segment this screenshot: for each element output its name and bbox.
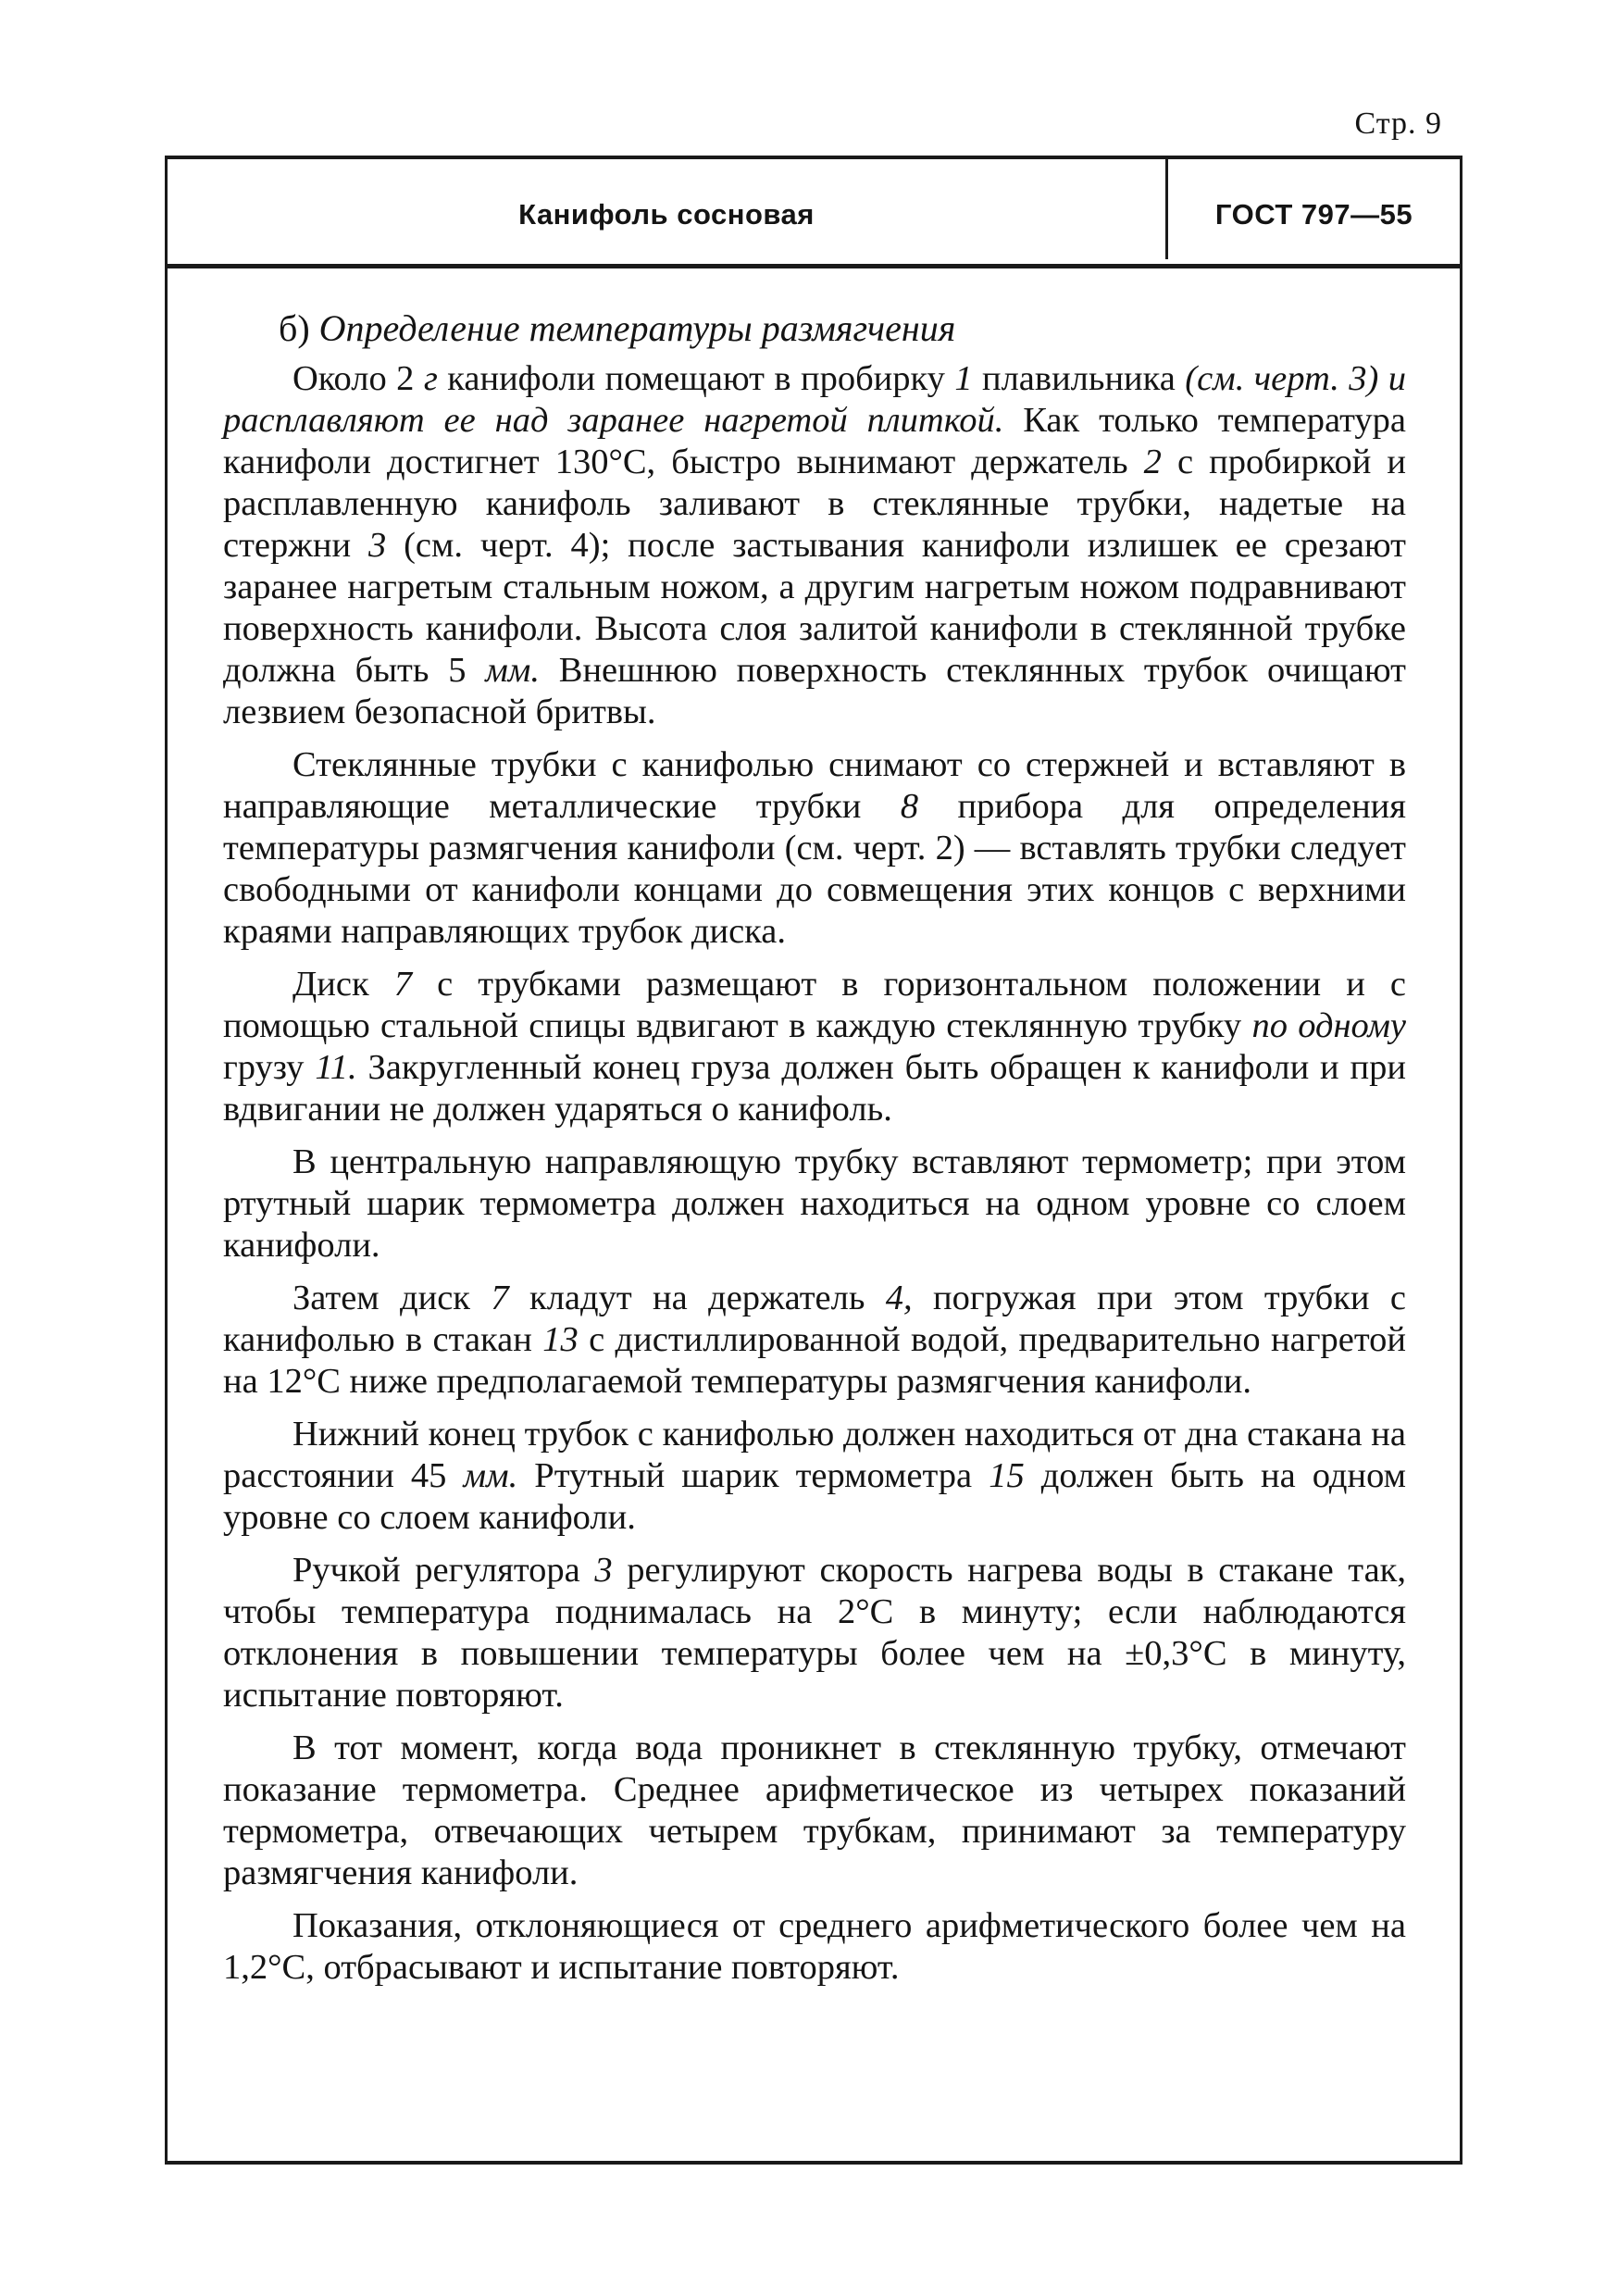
paragraph-5 xyxy=(223,1278,1406,1403)
paragraph-italic: г xyxy=(423,359,438,398)
paragraph-italic: 2 xyxy=(1143,443,1162,481)
standard-code: ГОСТ 797—55 xyxy=(1214,198,1413,231)
paragraph-text: В тот момент, когда вода проникнет в стеклянную трубку, отмечают показание термометра. Среднее арифметическое из четырех показаний термометра, отвечающих четырем трубкам, принимают за температуру размягчения канифоли. xyxy=(223,1728,1406,1892)
paragraph-3 xyxy=(223,964,1406,1130)
paragraph-1 xyxy=(223,358,1406,733)
paragraph-italic: мм. xyxy=(485,651,540,690)
paragraph-italic: 7 xyxy=(491,1279,509,1317)
paragraph-italic: 8 xyxy=(900,787,919,826)
paragraph-italic: по одному xyxy=(1251,1006,1407,1045)
paragraph-text: Как только температура канифоли достигнет 130°С, быстро вынимают держатель xyxy=(223,401,1406,481)
paragraph-8 xyxy=(223,1728,1406,1894)
paragraph-text: Внешнюю поверхность стеклянных трубок очищают лезвием безопасной бритвы. xyxy=(223,651,1406,731)
section-heading xyxy=(279,307,1406,349)
section-heading-text: Определение температуры размягчения xyxy=(318,307,956,349)
paragraph-text: Показания, отклоняющиеся от среднего арифметического более чем на 1,2°С, отбрасывают и испытание повторяют. xyxy=(223,1906,1406,1987)
paragraph-text: Ртутный шарик термометра xyxy=(517,1456,989,1495)
paragraph-italic: 13 xyxy=(542,1320,579,1359)
paragraph-italic: мм. xyxy=(463,1456,518,1495)
paragraph-italic: 15 xyxy=(989,1456,1025,1495)
paragraph-2 xyxy=(223,744,1406,953)
paragraph-text: регулируют скорость нагрева воды в стакане так, чтобы температура поднималась на 2°С в минуту; если наблюдаются отклонения в повышении температуры более чем на ±0,3°С в минуту, испытание повторяют. xyxy=(223,1551,1406,1715)
paragraph-italic: 11. xyxy=(315,1048,357,1087)
paragraph-text: Закругленный конец груза должен быть обращен к канифоли и при вдвигании не должен ударяться о канифоль. xyxy=(223,1048,1406,1129)
paragraph-text: кладут на держатель xyxy=(508,1279,886,1317)
document-header xyxy=(168,159,1460,268)
paragraph-text: прибора для определения температуры размягчения канифоли (см. черт. 2) — вставлять трубки следует свободными от канифоли концами до совмещения этих концов с верхними краями направляющих трубок диска. xyxy=(223,787,1406,951)
paragraph-text: с трубками размещают в горизонтальном положении и с помощью стальной спицы вдвигают в каждую стеклянную трубку xyxy=(223,965,1406,1045)
paragraph-text: с пробиркой и расплавленную канифоль заливают в стеклянные трубки, надетые на стержни xyxy=(223,443,1406,565)
paragraph-text: канифоли помещают в пробирку xyxy=(437,359,955,398)
paragraph-text: В центральную направляющую трубку вставляют термометр; при этом ртутный шарик термометра должен находиться на одном уровне со слоем канифоли. xyxy=(223,1142,1406,1265)
document-body xyxy=(223,307,1406,2000)
paragraph-text: с дистиллированной водой, предварительно нагретой на 12°С ниже предполагаемой температуры размягчения канифоли. xyxy=(223,1320,1406,1401)
paragraph-text: плавильника xyxy=(972,359,1186,398)
paragraph-7 xyxy=(223,1550,1406,1716)
paragraph-italic: 3 xyxy=(367,526,387,565)
paragraph-italic: 3 xyxy=(594,1551,613,1590)
paragraph-text: грузу xyxy=(223,1048,316,1087)
section-heading-lead: б) xyxy=(279,307,319,349)
page-number: Стр. 9 xyxy=(1354,106,1442,141)
paragraph-text: должен быть на одном уровне со слоем канифоли. xyxy=(223,1456,1406,1537)
paragraph-italic: 7 xyxy=(393,965,412,1004)
paragraph-6 xyxy=(223,1414,1406,1539)
paragraph-italic: (см. черт. 3) и расплавляют ее над заранее нагретой плиткой. xyxy=(223,359,1406,440)
page-frame xyxy=(165,156,1462,2165)
paragraph-text: Около 2 xyxy=(292,359,424,398)
paragraph-italic: 4, xyxy=(885,1279,913,1317)
paragraph-italic: 1 xyxy=(954,359,973,398)
paragraph-text: Ручкой регулятора xyxy=(292,1551,595,1590)
paragraph-text: Стеклянные трубки с канифолью снимают со стержней и вставляют в направляющие металлические трубки xyxy=(223,745,1406,826)
paragraph-4 xyxy=(223,1142,1406,1267)
paragraph-9 xyxy=(223,1905,1406,1989)
paragraph-text: погружая при этом трубки с канифолью в стакан xyxy=(223,1279,1406,1359)
paragraph-text: Затем диск xyxy=(292,1279,492,1317)
paragraph-text: (см. черт. 4); после застывания канифоли излишек ее срезают заранее нагретым стальным ножом, а другим нагретым ножом подравнивают поверхность канифоли. Высота слоя залитой канифоли в стеклянной трубке должна быть 5 xyxy=(223,526,1406,690)
header-title: Канифоль сосновая xyxy=(518,198,815,231)
paragraph-text: Диск xyxy=(292,965,394,1004)
paragraph-text: Нижний конец трубок с канифолью должен находиться от дна стакана на расстоянии 45 xyxy=(223,1415,1406,1495)
